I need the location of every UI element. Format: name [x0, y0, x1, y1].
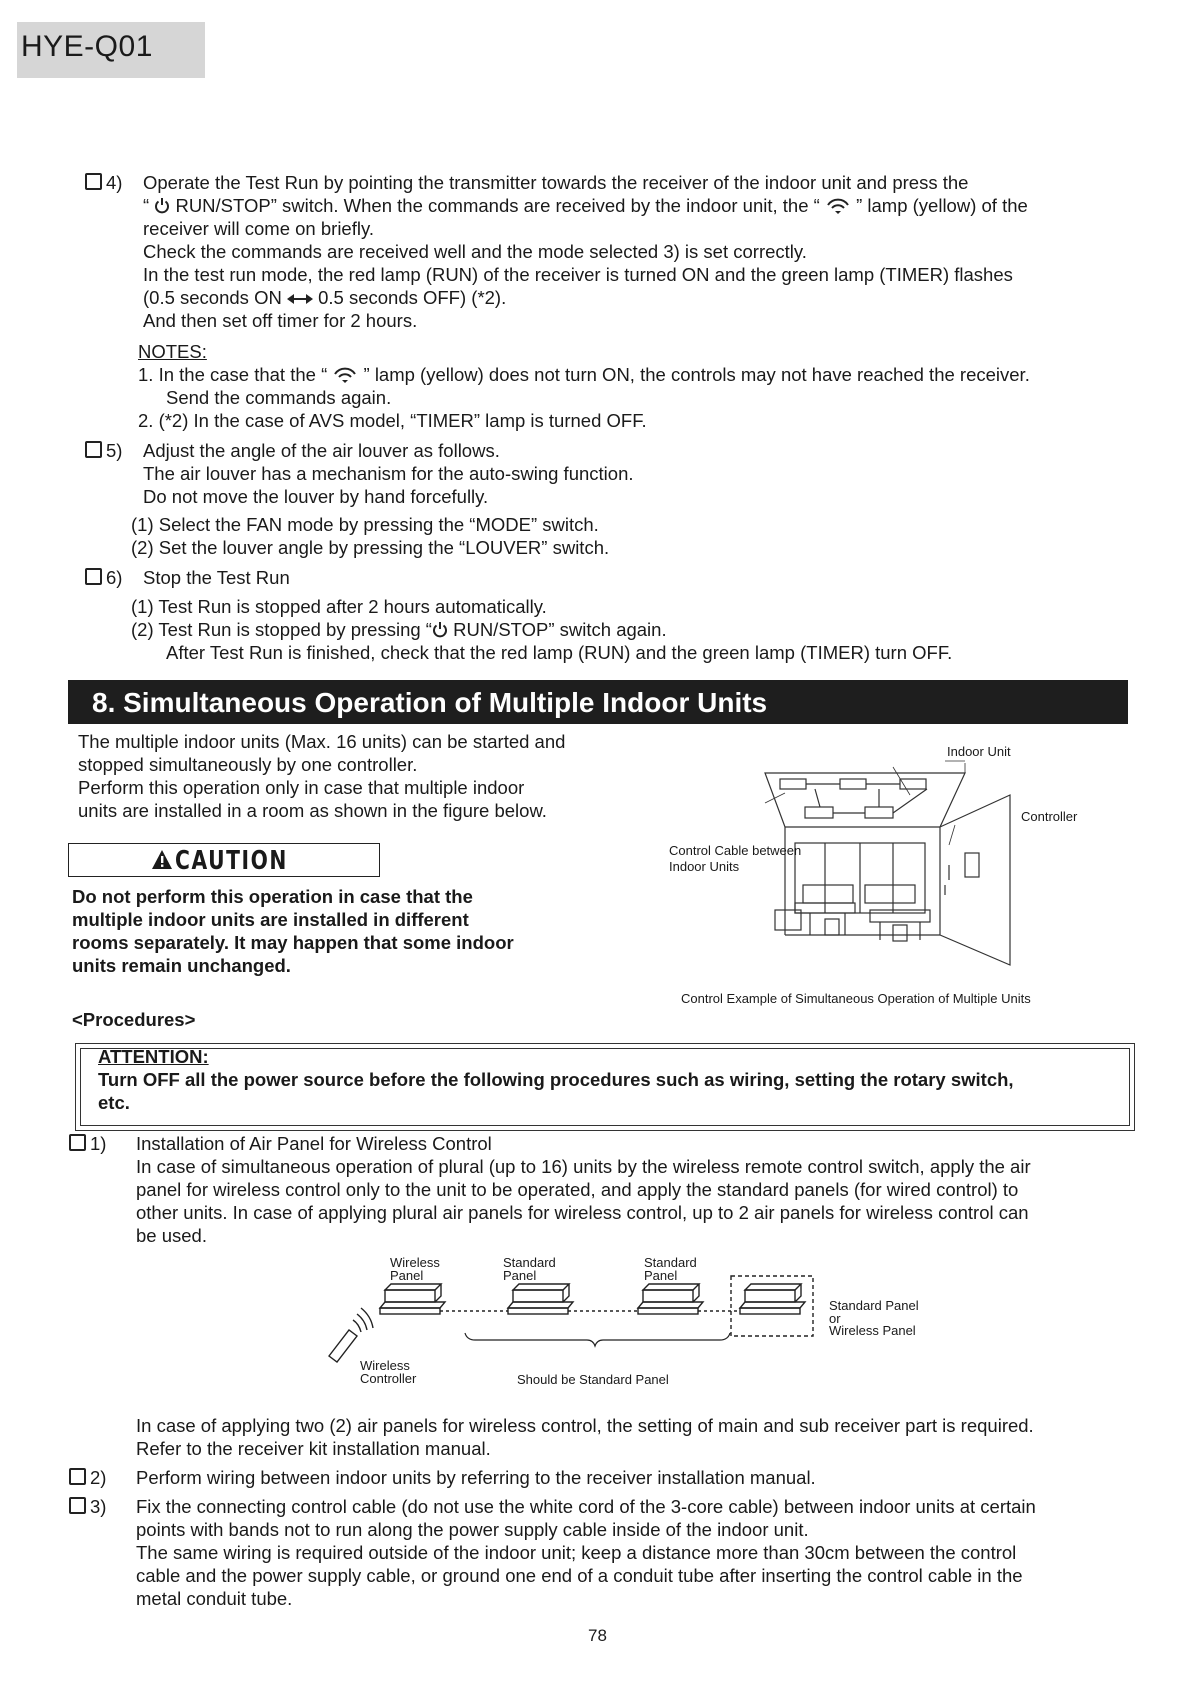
caution-label: CAUTION: [175, 846, 288, 876]
power-icon: [432, 621, 448, 638]
signal-lamp-icon: [825, 197, 851, 215]
label-standard-1a: Standard: [503, 1255, 556, 1270]
figure1-caption: Control Example of Simultaneous Operation of Multiple Units: [681, 991, 1031, 1006]
attention-line2: etc.: [98, 1092, 130, 1113]
label-wireless-panel-2: Panel: [390, 1268, 424, 1283]
label-standard-2b: Panel: [644, 1268, 678, 1283]
proc3-line4: cable and the power supply cable, or ground one end of a conduit tube after inserting the control cable in the: [136, 1565, 1023, 1586]
step5-marker: 5): [85, 439, 122, 462]
label-controller-1: Wireless: [360, 1358, 410, 1373]
step4-marker: 4): [85, 171, 122, 194]
section-title: 8. Simultaneous Operation of Multiple Indoor Units: [92, 687, 768, 718]
label-option-2: or: [829, 1311, 841, 1326]
proc3-line1: Fix the connecting control cable (do not use the white cord of the 3-core cable) between indoor units at certain: [136, 1496, 1036, 1517]
step5-line3: Do not move the louver by hand forcefully.: [143, 486, 489, 507]
proc1-line4: other units. In case of applying plural air panels for wireless control, up to 2 air panels for wireless control can: [136, 1202, 1029, 1223]
caution-box: [68, 843, 380, 877]
step4-line6: (0.5 seconds ON 0.5 seconds OFF) (*2).: [143, 287, 507, 308]
page-number: 78: [588, 1626, 607, 1645]
proc3-line5: metal conduit tube.: [136, 1588, 293, 1609]
notes-title: NOTES:: [138, 341, 207, 362]
attention-line1: Turn OFF all the power source before the following procedures such as wiring, setting the rotary switch,: [98, 1069, 1014, 1090]
step4-line2: “ RUN/STOP” switch. When the commands are received by the indoor unit, the “ ” lamp (yellow) of the: [143, 195, 1028, 216]
note2: 2. (*2) In the case of AVS model, “TIMER” lamp is turned OFF.: [138, 410, 647, 431]
ceiling-unit-4: [805, 807, 833, 818]
step4-line5: In the test run mode, the red lamp (RUN) of the receiver is turned ON and the green lamp (TIMER) flashes: [143, 264, 1013, 285]
ceiling-unit-5: [865, 807, 893, 818]
proc2-marker: 2): [69, 1466, 106, 1489]
label-controller-2: Controller: [360, 1371, 417, 1386]
intro-line2: stopped simultaneously by one controller.: [78, 754, 418, 775]
label-controller: Controller: [1021, 809, 1078, 824]
double-arrow-icon: [287, 293, 313, 305]
model-code: HYE-Q01: [21, 30, 153, 63]
label-indoor-unit: Indoor Unit: [947, 744, 1011, 759]
ceiling-unit-2: [840, 779, 866, 789]
step5-sub1: (1) Select the FAN mode by pressing the “MODE” switch.: [131, 514, 599, 535]
label-standard-2a: Standard: [644, 1255, 697, 1270]
caution-line1: Do not perform this operation in case that the: [72, 886, 473, 907]
checkbox-icon: [85, 173, 102, 190]
warning-triangle-icon: [151, 849, 173, 870]
wireless-panel-unit: [380, 1284, 445, 1314]
caution-line4: units remain unchanged.: [72, 955, 291, 976]
step6-line1: Stop the Test Run: [143, 567, 290, 588]
optional-panel-unit: [731, 1276, 813, 1336]
step5-line1: Adjust the angle of the air louver as follows.: [143, 440, 500, 461]
checkbox-icon: [69, 1134, 86, 1151]
label-wireless-panel-1: Wireless: [390, 1255, 440, 1270]
procedures-title: <Procedures>: [72, 1009, 196, 1030]
label-cable-2: Indoor Units: [669, 859, 740, 874]
standard-panel-unit-1: [508, 1284, 573, 1314]
proc1-line2: In case of simultaneous operation of plural (up to 16) units by the wireless remote control switch, apply the air: [136, 1156, 1031, 1177]
note1-cont: Send the commands again.: [166, 387, 392, 408]
standard-panel-unit-2: [638, 1284, 703, 1314]
step5-line2: The air louver has a mechanism for the auto-swing function.: [143, 463, 634, 484]
attention-title: ATTENTION:: [98, 1046, 209, 1067]
step6-sub3: After Test Run is finished, check that the red lamp (RUN) and the green lamp (TIMER) turn OFF.: [166, 642, 953, 663]
proc1-marker: 1): [69, 1132, 106, 1155]
label-cable-1: Control Cable between: [669, 843, 802, 858]
checkbox-icon: [69, 1468, 86, 1485]
step6-marker: 6): [85, 566, 122, 589]
note1: 1. In the case that the “ ” lamp (yellow) does not turn ON, the controls may not have reached the receiver.: [138, 364, 1030, 385]
step4-line1: Operate the Test Run by pointing the transmitter towards the receiver of the indoor unit and press the: [143, 172, 969, 193]
header-badge: [17, 22, 205, 78]
label-should-be-standard: Should be Standard Panel: [517, 1372, 669, 1387]
proc3-marker: 3): [69, 1495, 106, 1518]
checkbox-icon: [85, 568, 102, 585]
caution-line2: multiple indoor units are installed in different: [72, 909, 469, 930]
label-standard-1b: Panel: [503, 1268, 537, 1283]
proc1-line3: panel for wireless control only to the unit to be operated, and apply the standard panels (for wired control) to: [136, 1179, 1019, 1200]
ceiling-unit-1: [780, 779, 806, 789]
step4-line3: receiver will come on briefly.: [143, 218, 374, 239]
step4-line4: Check the commands are received well and the mode selected 3) is set correctly.: [143, 241, 807, 262]
proc3-line3: The same wiring is required outside of the indoor unit; keep a distance more than 30cm between the control: [136, 1542, 1017, 1563]
proc3-line2: points with bands not to run along the power supply cable inside of the indoor unit.: [136, 1519, 809, 1540]
section-heading-band: [68, 680, 1128, 724]
step6-sub1: (1) Test Run is stopped after 2 hours automatically.: [131, 596, 547, 617]
intro-line4: units are installed in a room as shown in the figure below.: [78, 800, 547, 821]
label-option-3: Wireless Panel: [829, 1323, 916, 1338]
step6-sub2: (2) Test Run is stopped by pressing “ RUN/STOP” switch again.: [131, 619, 667, 640]
step4-line7: And then set off timer for 2 hours.: [143, 310, 418, 331]
label-option-1: Standard Panel: [829, 1298, 919, 1313]
checkbox-icon: [69, 1497, 86, 1514]
proc2-line1: Perform wiring between indoor units by referring to the receiver installation manual.: [136, 1467, 816, 1488]
checkbox-icon: [85, 441, 102, 458]
ceiling-unit-3: [900, 779, 926, 789]
intro-line3: Perform this operation only in case that multiple indoor: [78, 777, 525, 798]
signal-lamp-icon: [332, 366, 358, 384]
intro-line1: The multiple indoor units (Max. 16 units) can be started and: [78, 731, 566, 752]
caution-line3: rooms separately. It may happen that some indoor: [72, 932, 514, 953]
wireless-remote-icon: [329, 1308, 373, 1362]
proc1-line5: be used.: [136, 1225, 207, 1246]
wall-controller: [965, 853, 979, 877]
proc1-line6: In case of applying two (2) air panels for wireless control, the setting of main and sub receiver part is required.: [136, 1415, 1034, 1436]
step5-sub2: (2) Set the louver angle by pressing the “LOUVER” switch.: [131, 537, 610, 558]
power-icon: [154, 197, 170, 214]
proc1-line7: Refer to the receiver kit installation manual.: [136, 1438, 491, 1459]
proc1-line1: Installation of Air Panel for Wireless Control: [136, 1133, 492, 1154]
